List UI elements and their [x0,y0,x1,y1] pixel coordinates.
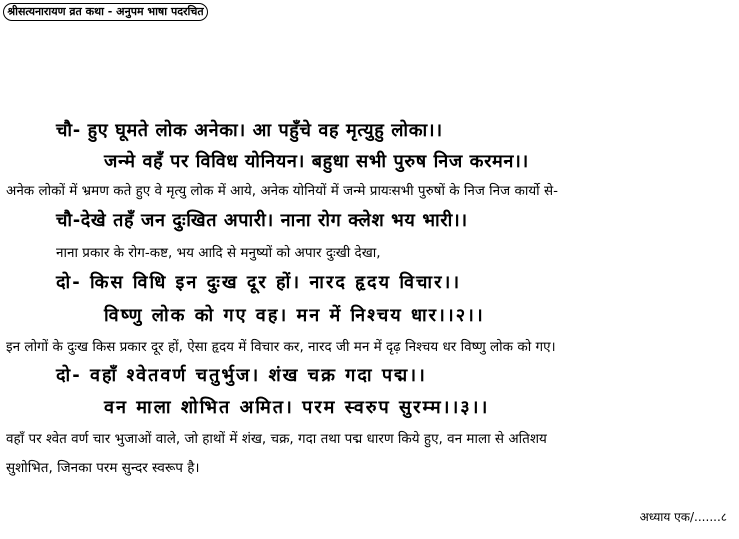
verse-line: दो- किस विधि इन दुःख दूर हों। नारद हृदय विचार।। [56,272,462,293]
verse-line: वन माला शोभित अमित। परम स्वरुप सुरम्म।।३।। [104,397,490,418]
verse-line: विष्णु लोक को गए वह। मन में निश्चय धार।।२।। [104,305,485,326]
page-footer: अध्याय एक/.......८ [639,510,727,524]
verse-line: जन्मे वहँ पर विविध योनियन। बहुधा सभी पुरुष निज करमन।। [104,151,529,172]
verse-line: दो- वहाँ श्वेतवर्ण चतुर्भुज। शंख चक्र गदा पद्म।। [56,365,427,386]
verse-line: चौ-देखे तहँ जन दुःखित अपारी। नाना रोग क्लेश भय भारी।। [56,210,468,231]
prose-line: अनेक लोकों में भ्रमण कते हुए वे मृत्यु लोक में आये, अनेक योनियों में जन्मे प्रायःसभी पुरुषों के निज निज कार्यो से- [6,183,558,199]
verse-line: चौ- हुए घूमते लोक अनेका। आ पहुँचे वह मृत्युहु लोका।। [56,120,443,141]
prose-line: इन लोगों के दुःख किस प्रकार दूर हों, ऐसा हृदय में विचार कर, नारद जी मन में दृढ़ निश्चय धर विष्णु लोक को गए। [6,339,556,355]
prose-line: वहाँ पर श्वेत वर्ण चार भुजाओं वाले, जो हाथों में शंख, चक्र, गदा तथा पद्म धारण किये हुए, वन माला से अतिशय [6,431,547,447]
prose-line: सुशोभित, जिनका परम सुन्दर स्वरूप है। [6,460,200,476]
header-title: श्रीसत्यनारायण व्रत कथा - अनुपम भाषा पदरचित [3,3,208,21]
prose-line: नाना प्रकार के रोग-कष्ट, भय आदि से मनुष्यों को अपार दुःखी देखा, [56,245,381,261]
